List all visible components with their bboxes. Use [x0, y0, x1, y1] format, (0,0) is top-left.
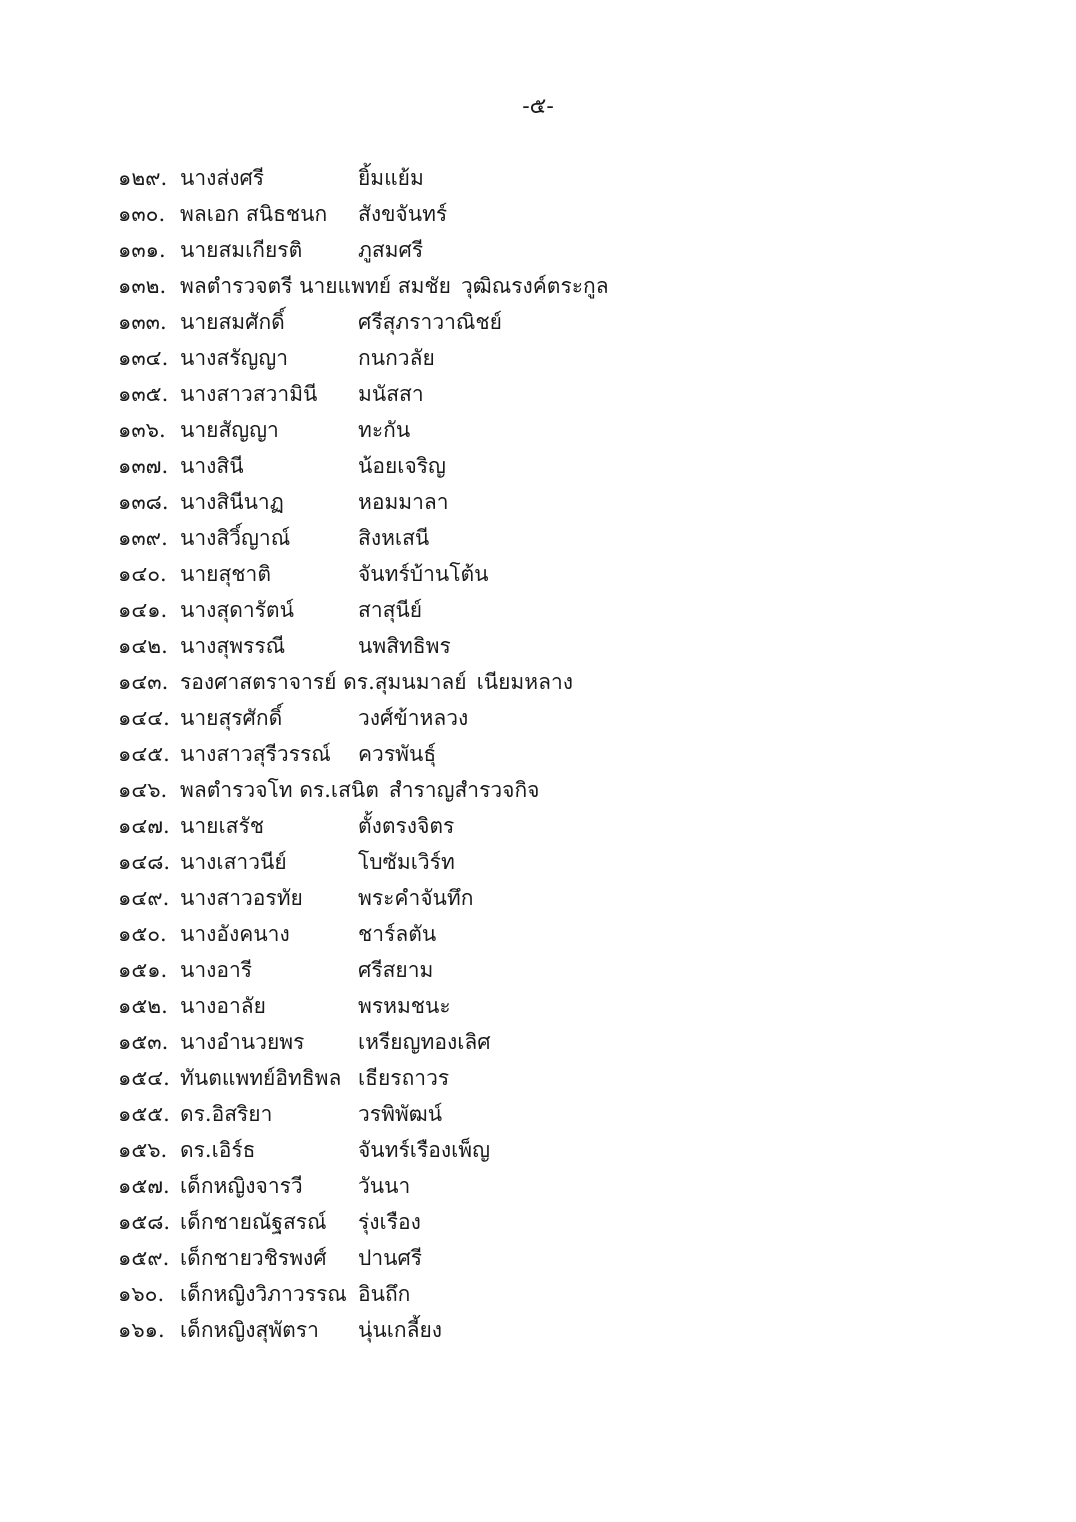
list-item — [118, 1276, 1018, 1312]
entry-name: พลตำรวจตรี นายแพทย์ สมชัย — [180, 274, 451, 298]
entry-name: นางอำนวยพร — [180, 1030, 305, 1054]
entry-surname: ศรีสุภราวาณิชย์ — [358, 310, 502, 334]
entry-number: ๑๓๔. — [118, 346, 169, 370]
entry-surname: รุ่งเรือง — [358, 1210, 421, 1234]
entry-name: นางสาวอรทัย — [180, 886, 303, 910]
entry-name: นางเสาวนีย์ — [180, 850, 287, 874]
entry-name: นางอารี — [180, 958, 253, 982]
entry-number: ๑๖๑. — [118, 1318, 165, 1342]
entry-surname: พรหมชนะ — [358, 994, 451, 1018]
entry-name: พลเอก สนิธชนก — [180, 202, 328, 226]
entry-surname: อินถึก — [358, 1282, 411, 1306]
entry-number: ๑๔๒. — [118, 634, 168, 658]
entry-name: นางสาวสวามินี — [180, 382, 318, 406]
list-item — [118, 1060, 1018, 1096]
list-item — [118, 880, 1018, 916]
entry-name: นายสมเกียรติ — [180, 238, 303, 262]
entry-surname: สำราญสำรวจกิจ — [388, 778, 540, 802]
entry-name: นายสัญญา — [180, 418, 279, 442]
entry-number: ๑๕๓. — [118, 1030, 169, 1054]
entry-surname: ชาร์ลตัน — [358, 922, 437, 946]
entry-surname: มนัสสา — [358, 382, 424, 406]
entry-surname: เนียมหลาง — [476, 670, 574, 694]
entry-name: นายสุรศักดิ์ — [180, 706, 283, 730]
entry-number: ๑๕๙. — [118, 1246, 170, 1270]
list-item — [118, 1168, 1018, 1204]
entry-number: ๑๖๐. — [118, 1282, 165, 1306]
list-item — [118, 160, 1018, 196]
entry-surname: ภูสมศรี — [358, 238, 424, 262]
entry-name: เด็กหญิงวิภาวรรณ — [180, 1282, 347, 1306]
list-item — [118, 484, 1018, 520]
entry-number: ๑๔๐. — [118, 562, 167, 586]
entry-name: นางอาลัย — [180, 994, 266, 1018]
entry-number: ๑๔๘. — [118, 850, 171, 874]
entry-number: ๑๓๑. — [118, 238, 166, 262]
entry-surname: นพสิทธิพร — [358, 634, 451, 658]
list-item — [118, 952, 1018, 988]
list-item — [118, 916, 1018, 952]
entry-name: นายสมศักดิ์ — [180, 310, 285, 334]
list-item — [118, 988, 1018, 1024]
entry-name: นางสินีนาฏ — [180, 490, 284, 514]
entry-surname: สังขจันทร์ — [358, 202, 448, 226]
entry-name: เด็กชายณัฐสรณ์ — [180, 1210, 327, 1234]
entry-number: ๑๒๙. — [118, 166, 168, 190]
list-item — [118, 664, 1018, 700]
entry-surname: สิงหเสนี — [358, 526, 430, 550]
entry-surname: นุ่นเกลี้ยง — [358, 1318, 443, 1342]
list-item — [118, 1024, 1018, 1060]
entry-surname: จันทร์เรืองเพ็ญ — [358, 1138, 491, 1162]
entry-name: เด็กชายวชิรพงศ์ — [180, 1246, 327, 1270]
entry-name: ดร.อิสริยา — [180, 1102, 273, 1126]
entry-number: ๑๓๓. — [118, 310, 167, 334]
entry-number: ๑๓๙. — [118, 526, 168, 550]
list-item — [118, 808, 1018, 844]
list-item — [118, 736, 1018, 772]
entry-name: นางสุดารัตน์ — [180, 598, 294, 622]
list-item — [118, 1240, 1018, 1276]
list-item — [118, 844, 1018, 880]
entry-number: ๑๕๘. — [118, 1210, 171, 1234]
entry-number: ๑๓๗. — [118, 454, 169, 478]
entry-surname: ศรีสยาม — [358, 958, 434, 982]
entry-number: ๑๓๒. — [118, 274, 167, 298]
entry-number: ๑๔๗. — [118, 814, 170, 838]
entry-surname: สาสุนีย์ — [358, 598, 423, 622]
entry-number: ๑๔๕. — [118, 742, 170, 766]
list-item — [118, 772, 1018, 808]
entry-name: ทันตแพทย์อิทธิพล — [180, 1066, 342, 1090]
entry-name: ดร.เอิร์ธ — [180, 1138, 256, 1162]
entry-name: นางสิวิ์ญาณ์ — [180, 526, 291, 550]
list-item — [118, 376, 1018, 412]
entry-number: ๑๕๐. — [118, 922, 167, 946]
list-item — [118, 1204, 1018, 1240]
entry-surname: เธียรถาวร — [358, 1066, 450, 1090]
entry-name: นางอังคนาง — [180, 922, 290, 946]
entry-number: ๑๔๙. — [118, 886, 170, 910]
entry-surname: โบซัมเวิร์ท — [358, 850, 455, 874]
entry-name: นายสุชาติ — [180, 562, 271, 586]
list-item — [118, 412, 1018, 448]
entry-surname: กนกวลัย — [358, 346, 435, 370]
entry-number: ๑๕๔. — [118, 1066, 170, 1090]
page-number: -๕- — [522, 94, 554, 119]
entry-name: เด็กหญิงจารวี — [180, 1174, 303, 1198]
entry-name: นางสุพรรณี — [180, 634, 286, 658]
entry-number: ๑๓๐. — [118, 202, 166, 226]
entry-number: ๑๔๓. — [118, 670, 169, 694]
list-item — [118, 1312, 1018, 1348]
list-item — [118, 520, 1018, 556]
entry-surname: วันนา — [358, 1174, 411, 1198]
name-list — [118, 160, 1018, 1348]
entry-surname: วุฒิณรงค์ตระกูล — [460, 274, 609, 298]
entry-name: นางสาวสุรีวรรณ์ — [180, 742, 331, 766]
entry-name: รองศาสตราจารย์ ดร.สุมนมาลย์ — [180, 670, 467, 694]
entry-surname: ปานศรี — [358, 1246, 423, 1270]
list-item — [118, 448, 1018, 484]
entry-surname: หอมมาลา — [358, 490, 449, 514]
entry-name: นางส่งศรี — [180, 166, 265, 190]
entry-surname: จันทร์บ้านโต้น — [358, 562, 489, 586]
list-item — [118, 700, 1018, 736]
entry-surname: น้อยเจริญ — [358, 454, 446, 478]
list-item — [118, 304, 1018, 340]
entry-name: นางสรัญญา — [180, 346, 289, 370]
list-item — [118, 1132, 1018, 1168]
entry-surname: ทะกัน — [358, 418, 411, 442]
entry-number: ๑๔๖. — [118, 778, 168, 802]
list-item — [118, 268, 1018, 304]
entry-name: พลตำรวจโท ดร.เสนิต — [180, 778, 379, 802]
list-item — [118, 556, 1018, 592]
list-item — [118, 196, 1018, 232]
entry-number: ๑๓๖. — [118, 418, 166, 442]
entry-number: ๑๔๔. — [118, 706, 170, 730]
list-item — [118, 232, 1018, 268]
entry-surname: ตั้งตรงจิตร — [358, 814, 455, 838]
entry-number: ๑๕๖. — [118, 1138, 168, 1162]
entry-name: เด็กหญิงสุพัตรา — [180, 1318, 319, 1342]
list-item — [118, 340, 1018, 376]
entry-surname: เหรียญทองเลิศ — [358, 1030, 491, 1054]
entry-surname: ยิ้มแย้ม — [358, 166, 424, 190]
entry-surname: วรพิพัฒน์ — [358, 1102, 443, 1126]
entry-number: ๑๓๘. — [118, 490, 169, 514]
entry-surname: ควรพันธุ์ — [358, 742, 437, 766]
entry-name: นายเสรัช — [180, 814, 264, 838]
entry-number: ๑๕๑. — [118, 958, 168, 982]
entry-surname: วงศ์ข้าหลวง — [358, 706, 469, 730]
entry-number: ๑๕๕. — [118, 1102, 170, 1126]
list-item — [118, 592, 1018, 628]
entry-number: ๑๕๒. — [118, 994, 168, 1018]
entry-name: นางสินี — [180, 454, 244, 478]
entry-number: ๑๓๕. — [118, 382, 169, 406]
entry-surname: พระคำจันทึก — [358, 886, 474, 910]
list-item — [118, 1096, 1018, 1132]
entry-number: ๑๔๑. — [118, 598, 168, 622]
entry-number: ๑๕๗. — [118, 1174, 170, 1198]
list-item — [118, 628, 1018, 664]
